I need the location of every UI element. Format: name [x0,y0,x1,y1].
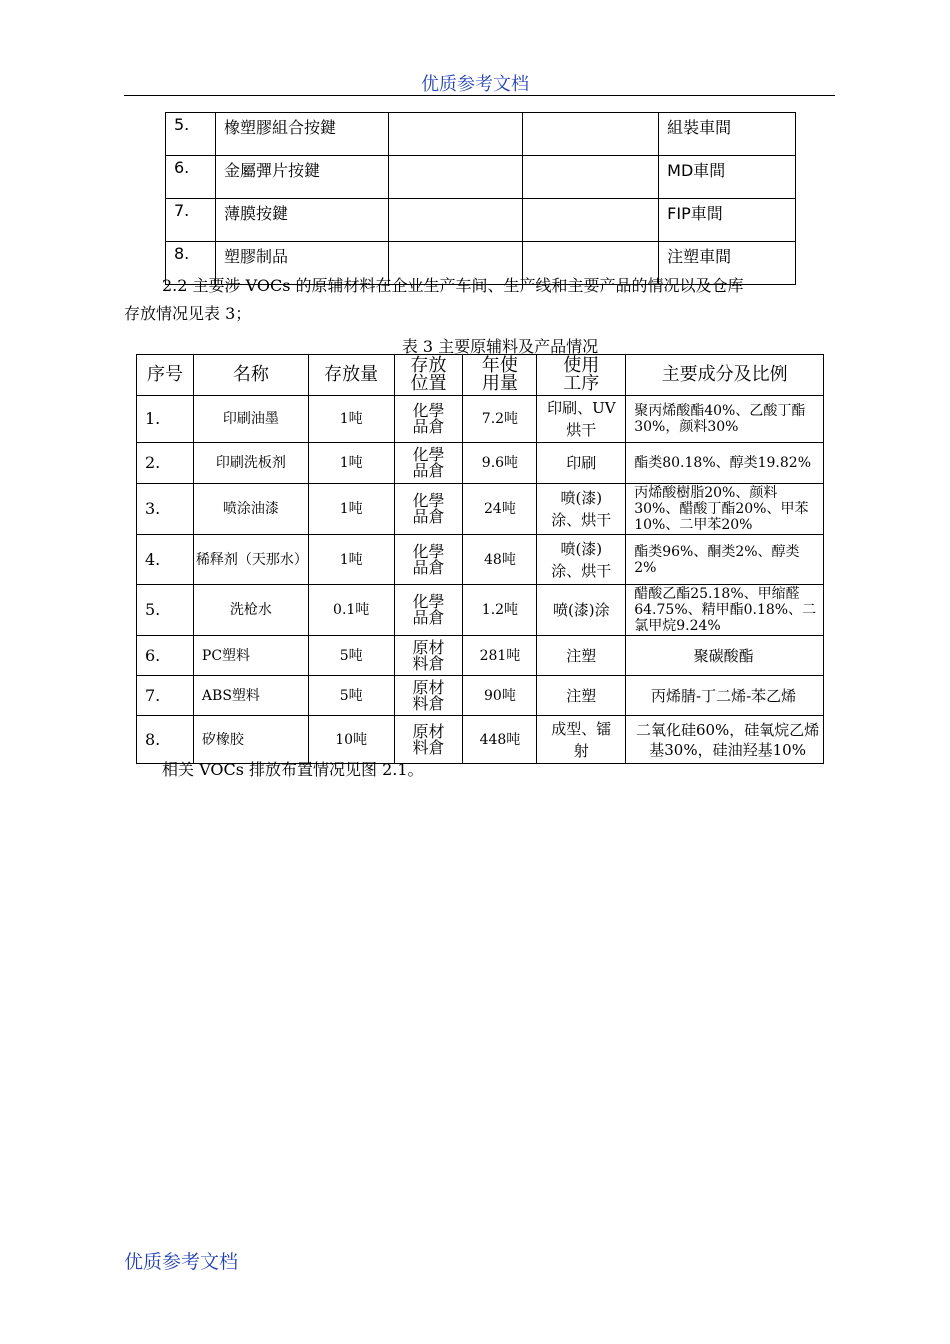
table-caption: 表 3 主要原辅料及产品情况 [401,337,599,356]
header-proc-line1: 使用 [563,355,600,376]
row-composition: 酯类96%、酮类2%、醇类2% [626,535,824,585]
table-row [137,396,824,443]
row-department: 注塑車間 [659,242,796,285]
row-process-line: 涂、烘干 [551,511,612,529]
row-quantity: 5吨 [308,636,394,676]
row-position [394,676,463,716]
row-position-line: 料倉 [412,737,445,757]
header-proc-line2: 工序 [563,373,600,394]
header-proc [537,355,626,396]
row-process-line: 注塑 [566,686,597,705]
row-name: 塑膠制品 [215,242,388,285]
row-quantity: 10吨 [308,716,394,764]
intro-line-1: 2.2 主要涉 VOCs 的原辅材料在企业生产车间、生产线和主要产品的情况以及仓库 [162,276,744,295]
row-quantity: 1吨 [308,484,394,535]
row-number: 6. [166,156,216,199]
table-row [166,113,796,156]
row-position-line: 品倉 [412,507,445,526]
row-composition: 二氧化硅60%，硅氧烷乙烯基30%，硅油羟基10% [626,716,824,764]
row-quantity: 1吨 [308,443,394,484]
header-qty: 存放量 [308,355,394,396]
row-cell [388,156,523,199]
row-department: FIP車間 [659,199,796,242]
row-position [394,535,463,585]
row-cell [523,156,659,199]
row-position [394,585,463,636]
row-number: 4. [137,535,194,585]
row-process [537,636,626,676]
row-position-line: 品倉 [412,608,445,627]
row-process [537,443,626,484]
row-annual-usage: 90吨 [463,676,537,716]
row-cell [388,199,523,242]
header-no: 序号 [137,355,194,396]
table-header-row [137,355,824,396]
row-cell [388,113,523,156]
previous-table [165,112,796,285]
materials-table [136,354,824,764]
row-position-line: 原材 [412,637,445,657]
header-comp: 主要成分及比例 [626,355,824,396]
row-number: 8. [137,716,194,764]
row-position-line: 品倉 [412,417,445,436]
row-number: 5. [137,585,194,636]
row-number: 8. [166,242,216,285]
row-process [537,484,626,535]
header-use-line1: 年使 [481,355,518,376]
row-position-line: 化學 [412,401,445,420]
page-footer: 优质参考文档 [124,1251,239,1273]
table-row [166,156,796,199]
row-quantity: 0.1吨 [308,585,394,636]
row-process-line: 喷(漆) [560,539,603,558]
row-quantity: 1吨 [308,535,394,585]
row-name: 洗枪水 [193,585,308,636]
row-process-line: 印刷、UV [547,399,616,417]
row-composition: 丙烯酸樹脂20%、颜料30%、醋酸丁酯20%、甲苯10%、二甲苯20% [626,484,824,535]
table-row [137,676,824,716]
row-position [394,484,463,535]
row-position-line: 料倉 [412,693,445,713]
header-use-line2: 用量 [481,373,518,394]
row-name: 喷涂油漆 [193,484,308,535]
row-composition: 醋酸乙酯25.18%、甲缩醛64.75%、精甲酯0.18%、二氯甲烷9.24% [626,585,824,636]
row-process [537,396,626,443]
row-process-line: 烘干 [566,421,597,439]
table-row [137,443,824,484]
table-row [137,585,824,636]
row-composition: 聚丙烯酸酯40%、乙酸丁酯30%，颜料30% [626,396,824,443]
row-number: 2. [137,443,194,484]
table-row [137,535,824,585]
closing-paragraph: 相关 VOCs 排放布置情况见图 2.1。 [162,760,424,779]
row-position-line: 化學 [412,592,445,611]
row-process-line: 注塑 [566,646,597,665]
row-name: 矽橡胶 [193,716,308,764]
row-position-line: 化學 [412,541,445,561]
row-annual-usage: 448吨 [463,716,537,764]
row-number: 7. [137,676,194,716]
table-row [137,636,824,676]
row-name: 印刷洗板剂 [193,443,308,484]
row-position-line: 料倉 [412,653,445,673]
row-quantity: 1吨 [308,396,394,443]
header-name: 名称 [193,355,308,396]
row-quantity: 5吨 [308,676,394,716]
row-position [394,636,463,676]
row-annual-usage: 24吨 [463,484,537,535]
row-annual-usage: 9.6吨 [463,443,537,484]
row-process-line: 射 [573,741,589,760]
row-process [537,535,626,585]
row-annual-usage: 7.2吨 [463,396,537,443]
row-process [537,676,626,716]
header-pos-line2: 位置 [410,373,447,394]
row-position [394,396,463,443]
row-number: 7. [166,199,216,242]
row-composition: 丙烯腈-丁二烯-苯乙烯 [626,676,824,716]
row-name: 橡塑膠組合按鍵 [215,113,388,156]
row-annual-usage: 48吨 [463,535,537,585]
row-process-line: 涂、烘干 [551,561,612,580]
row-annual-usage: 281吨 [463,636,537,676]
row-number: 6. [137,636,194,676]
row-composition: 酯类80.18%、醇类19.82% [626,443,824,484]
row-department: MD車間 [659,156,796,199]
header-pos-line1: 存放 [410,355,447,376]
row-annual-usage: 1.2吨 [463,585,537,636]
header-rule [124,95,835,96]
row-number: 3. [137,484,194,535]
row-number: 1. [137,396,194,443]
row-department: 組裝車間 [659,113,796,156]
intro-line-2: 存放情况见表 3； [124,304,252,323]
row-name: ABS塑料 [193,676,308,716]
row-process-line: 成型、镭 [551,719,612,738]
row-composition: 聚碳酸酯 [626,636,824,676]
row-position-line: 化學 [412,491,445,510]
row-process [537,585,626,636]
row-cell [523,113,659,156]
intro-paragraph [124,272,835,328]
row-name: PC塑料 [193,636,308,676]
row-name: 薄膜按鍵 [215,199,388,242]
row-process-line: 喷(漆)涂 [552,601,610,619]
row-position [394,443,463,484]
row-name: 印刷油墨 [193,396,308,443]
row-number: 5. [166,113,216,156]
header-pos [394,355,463,396]
row-cell [523,199,659,242]
row-name: 金屬彈片按鍵 [215,156,388,199]
row-position-line: 原材 [412,677,445,697]
page-header-title: 优质参考文档 [421,74,529,95]
row-name: 稀释剂（天那水） [193,535,308,585]
row-position-line: 品倉 [412,461,445,480]
table-row [166,199,796,242]
row-position-line: 化學 [412,445,445,464]
row-process-line: 喷(漆) [560,489,603,507]
header-use [463,355,537,396]
table-row [137,484,824,535]
row-process-line: 印刷 [566,454,597,472]
row-position-line: 品倉 [412,557,445,577]
row-position-line: 原材 [412,721,445,741]
